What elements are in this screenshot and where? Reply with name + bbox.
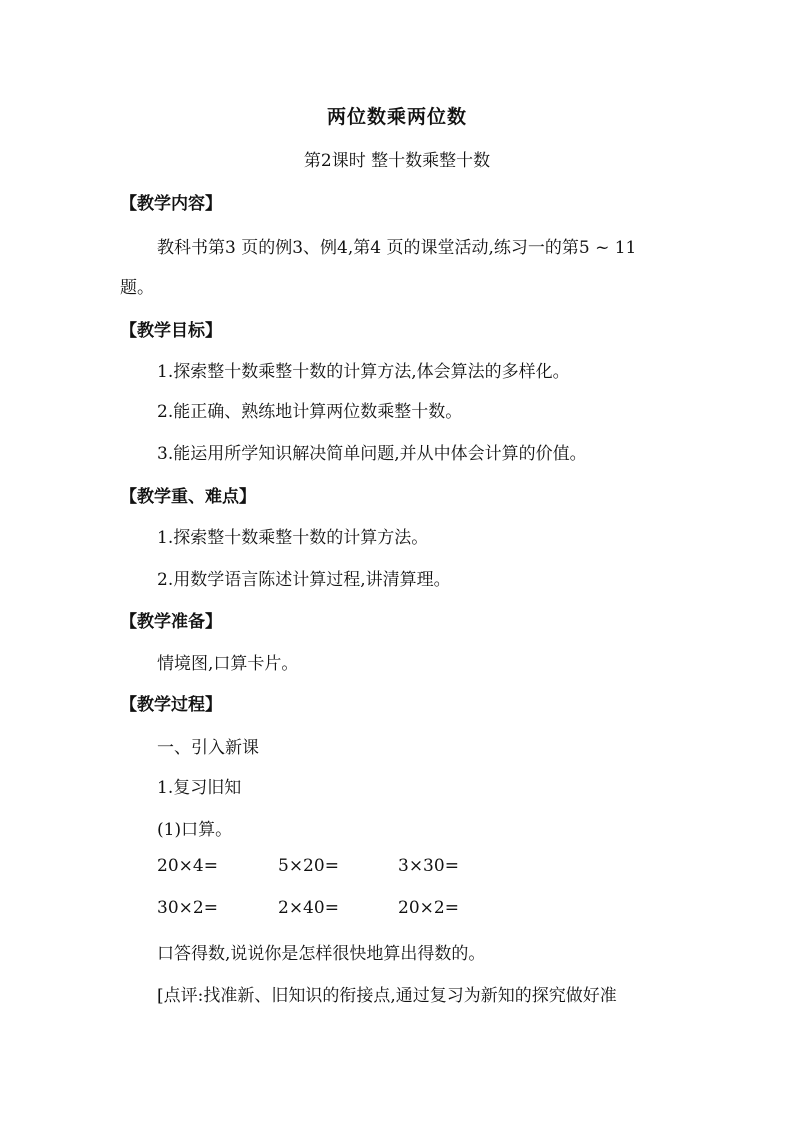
heading-teaching-process: 【教学过程】 [120,695,222,715]
process-step-intro: 一、引入新课 [157,738,259,758]
content-line-1: 教科书第3 页的例3、例4,第4 页的课堂活动,练习一的第5 ~ 11 [157,238,637,258]
keypoint-item-1: 1.探索整十数乘整十数的计算方法。 [157,528,429,548]
document-title: 两位数乘两位数 [326,106,467,128]
calc-item: 2×40= [278,898,339,918]
preparation-text: 情境图,口算卡片。 [157,654,299,674]
goal-item-3: 3.能运用所学知识解决简单问题,并从中体会计算的价值。 [157,444,587,464]
process-oral-calc: (1)口算。 [157,820,233,840]
calc-item: 20×4= [157,856,218,876]
lesson-subtitle: 第2课时 整十数乘整十数 [303,151,491,171]
goal-item-1: 1.探索整十数乘整十数的计算方法,体会算法的多样化。 [157,362,570,382]
keypoint-item-2: 2.用数学语言陈述计算过程,讲清算理。 [157,570,451,590]
calc-item: 3×30= [398,856,459,876]
content-line-2: 题。 [120,278,154,298]
process-sub-review: 1.复习旧知 [157,778,242,798]
heading-key-points: 【教学重、难点】 [120,487,256,507]
process-comment: [点评:找准新、旧知识的衔接点,通过复习为新知的探究做好准 [157,986,617,1006]
heading-teaching-content: 【教学内容】 [120,194,222,214]
heading-preparation: 【教学准备】 [120,612,222,632]
calc-item: 30×2= [157,898,218,918]
process-ask: 口答得数,说说你是怎样很快地算出得数的。 [157,944,486,964]
calc-item: 20×2= [398,898,459,918]
heading-teaching-goals: 【教学目标】 [120,321,222,341]
goal-item-2: 2.能正确、熟练地计算两位数乘整十数。 [157,402,463,422]
calc-item: 5×20= [278,856,339,876]
